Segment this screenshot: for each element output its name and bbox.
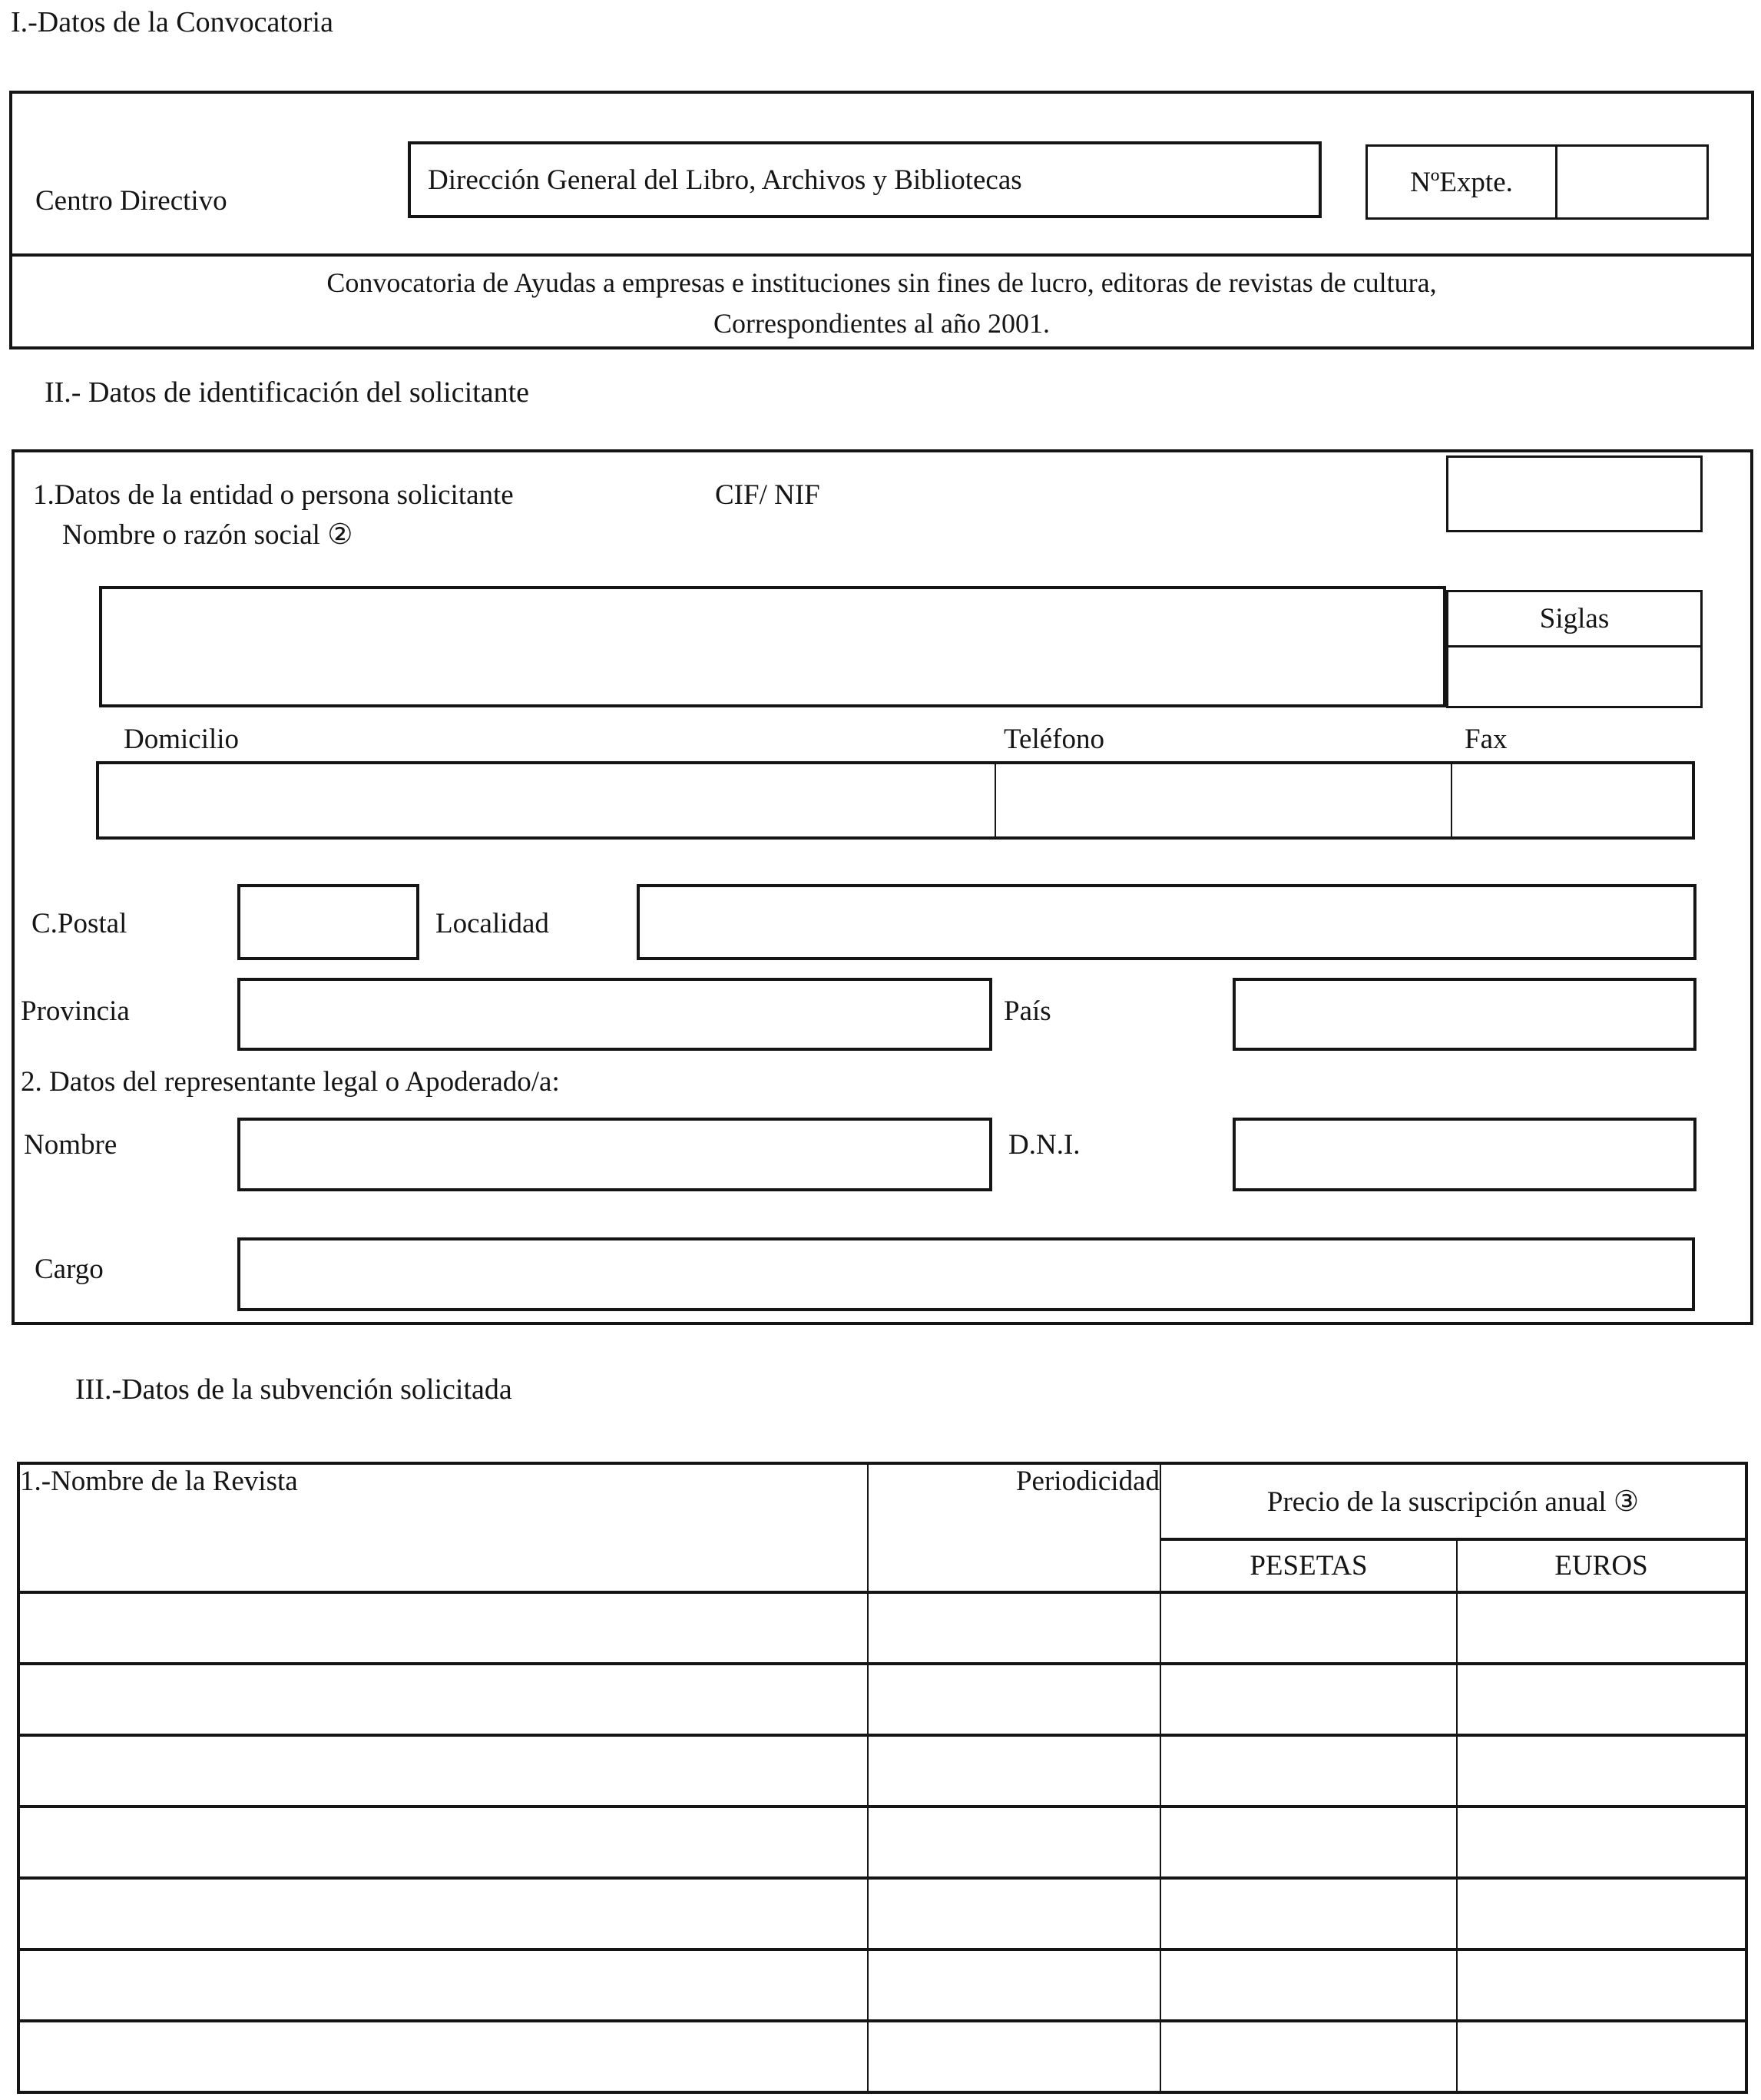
periodicidad-cell[interactable] [868, 2021, 1160, 2092]
revista-cell[interactable] [18, 1664, 868, 1735]
revista-row [18, 2021, 1746, 2092]
convocatoria-description [12, 253, 1751, 346]
pesetas-cell[interactable] [1160, 1949, 1457, 2021]
column-header-euros: EUROS [1457, 1539, 1746, 1592]
section2-box [12, 449, 1753, 1325]
convocatoria-line-2: Correspondientes al año 2001. [713, 308, 1050, 339]
periodicidad-cell[interactable] [868, 1735, 1160, 1807]
cif-nif-field[interactable] [1446, 455, 1703, 532]
razon-social-field[interactable] [99, 586, 1446, 707]
euros-cell[interactable] [1457, 1949, 1746, 2021]
telefono-label: Teléfono [1004, 724, 1104, 755]
razon-social-label: Nombre o razón social ② [62, 519, 353, 551]
revista-cell[interactable] [18, 1949, 868, 2021]
centro-directivo-label: Centro Directivo [35, 185, 227, 217]
representante-nombre-field[interactable] [237, 1118, 992, 1191]
revista-cell[interactable] [18, 1807, 868, 1878]
cargo-field[interactable] [237, 1237, 1695, 1311]
siglas-field[interactable] [1446, 648, 1703, 708]
siglas-box [1446, 590, 1703, 708]
cargo-label: Cargo [35, 1254, 104, 1285]
dni-field[interactable] [1233, 1118, 1696, 1191]
revista-cell[interactable] [18, 1878, 868, 1949]
revista-row [18, 1807, 1746, 1878]
revista-row [18, 1878, 1746, 1949]
revista-row [18, 1949, 1746, 2021]
periodicidad-cell[interactable] [868, 1664, 1160, 1735]
revista-cell[interactable] [18, 1592, 868, 1664]
periodicidad-cell[interactable] [868, 1592, 1160, 1664]
euros-cell[interactable] [1457, 2021, 1746, 2092]
section1-box [9, 91, 1754, 349]
telefono-field[interactable] [996, 764, 1452, 836]
euros-cell[interactable] [1457, 1735, 1746, 1807]
expediente-box [1365, 144, 1709, 220]
centro-directivo-field[interactable] [408, 141, 1322, 218]
codigo-postal-label: C.Postal [31, 908, 127, 939]
revista-row [18, 1735, 1746, 1807]
revista-row [18, 1664, 1746, 1735]
euros-cell[interactable] [1457, 1664, 1746, 1735]
dni-label: D.N.I. [1008, 1129, 1081, 1161]
column-header-precio-suscripcion: Precio de la suscripción anual ③ [1160, 1463, 1746, 1539]
revista-row [18, 1592, 1746, 1664]
pesetas-cell[interactable] [1160, 1592, 1457, 1664]
periodicidad-cell[interactable] [868, 1807, 1160, 1878]
pesetas-cell[interactable] [1160, 1664, 1457, 1735]
pais-label: País [1004, 995, 1051, 1027]
codigo-postal-field[interactable] [237, 884, 419, 960]
representative-heading: 2. Datos del representante legal o Apoderado/a: [21, 1066, 560, 1098]
provincia-field[interactable] [237, 978, 992, 1051]
euros-cell[interactable] [1457, 1878, 1746, 1949]
column-header-pesetas: PESETAS [1160, 1539, 1457, 1592]
revistas-table-header-row [18, 1463, 1746, 1539]
column-header-nombre-revista: 1.-Nombre de la Revista [18, 1463, 868, 1592]
revistas-table-body [18, 1592, 1746, 2092]
revista-cell[interactable] [18, 1735, 868, 1807]
expediente-field[interactable] [1557, 147, 1706, 217]
revista-cell[interactable] [18, 2021, 868, 2092]
cif-nif-label: CIF/ NIF [715, 479, 820, 511]
centro-directivo-value: Dirección General del Libro, Archivos y Bibliotecas [428, 164, 1022, 196]
column-header-periodicidad: Periodicidad [868, 1463, 1160, 1592]
siglas-label: Siglas [1446, 590, 1703, 648]
entity-heading: 1.Datos de la entidad o persona solicitante [33, 479, 514, 511]
revistas-table [17, 1462, 1748, 2094]
pais-field[interactable] [1233, 978, 1696, 1051]
pesetas-cell[interactable] [1160, 1878, 1457, 1949]
expediente-label: NºExpte. [1368, 147, 1557, 217]
localidad-field[interactable] [637, 884, 1696, 960]
domicilio-label: Domicilio [124, 724, 240, 755]
euros-cell[interactable] [1457, 1807, 1746, 1878]
convocatoria-line-1: Convocatoria de Ayudas a empresas e instituciones sin fines de lucro, editoras de revistas de cultura, [326, 267, 1437, 298]
representante-nombre-label: Nombre [24, 1129, 118, 1161]
pesetas-cell[interactable] [1160, 1735, 1457, 1807]
fax-label: Fax [1465, 724, 1508, 755]
section1-title: I.-Datos de la Convocatoria [11, 6, 333, 38]
section3-title: III.-Datos de la subvención solicitada [75, 1373, 512, 1406]
pesetas-cell[interactable] [1160, 2021, 1457, 2092]
provincia-label: Provincia [21, 995, 130, 1027]
periodicidad-cell[interactable] [868, 1878, 1160, 1949]
section2-title: II.- Datos de identificación del solicitante [45, 376, 529, 409]
euros-cell[interactable] [1457, 1592, 1746, 1664]
periodicidad-cell[interactable] [868, 1949, 1160, 2021]
localidad-label: Localidad [435, 908, 549, 939]
pesetas-cell[interactable] [1160, 1807, 1457, 1878]
address-row-box [96, 761, 1695, 840]
fax-field[interactable] [1452, 764, 1692, 836]
domicilio-field[interactable] [99, 764, 996, 836]
